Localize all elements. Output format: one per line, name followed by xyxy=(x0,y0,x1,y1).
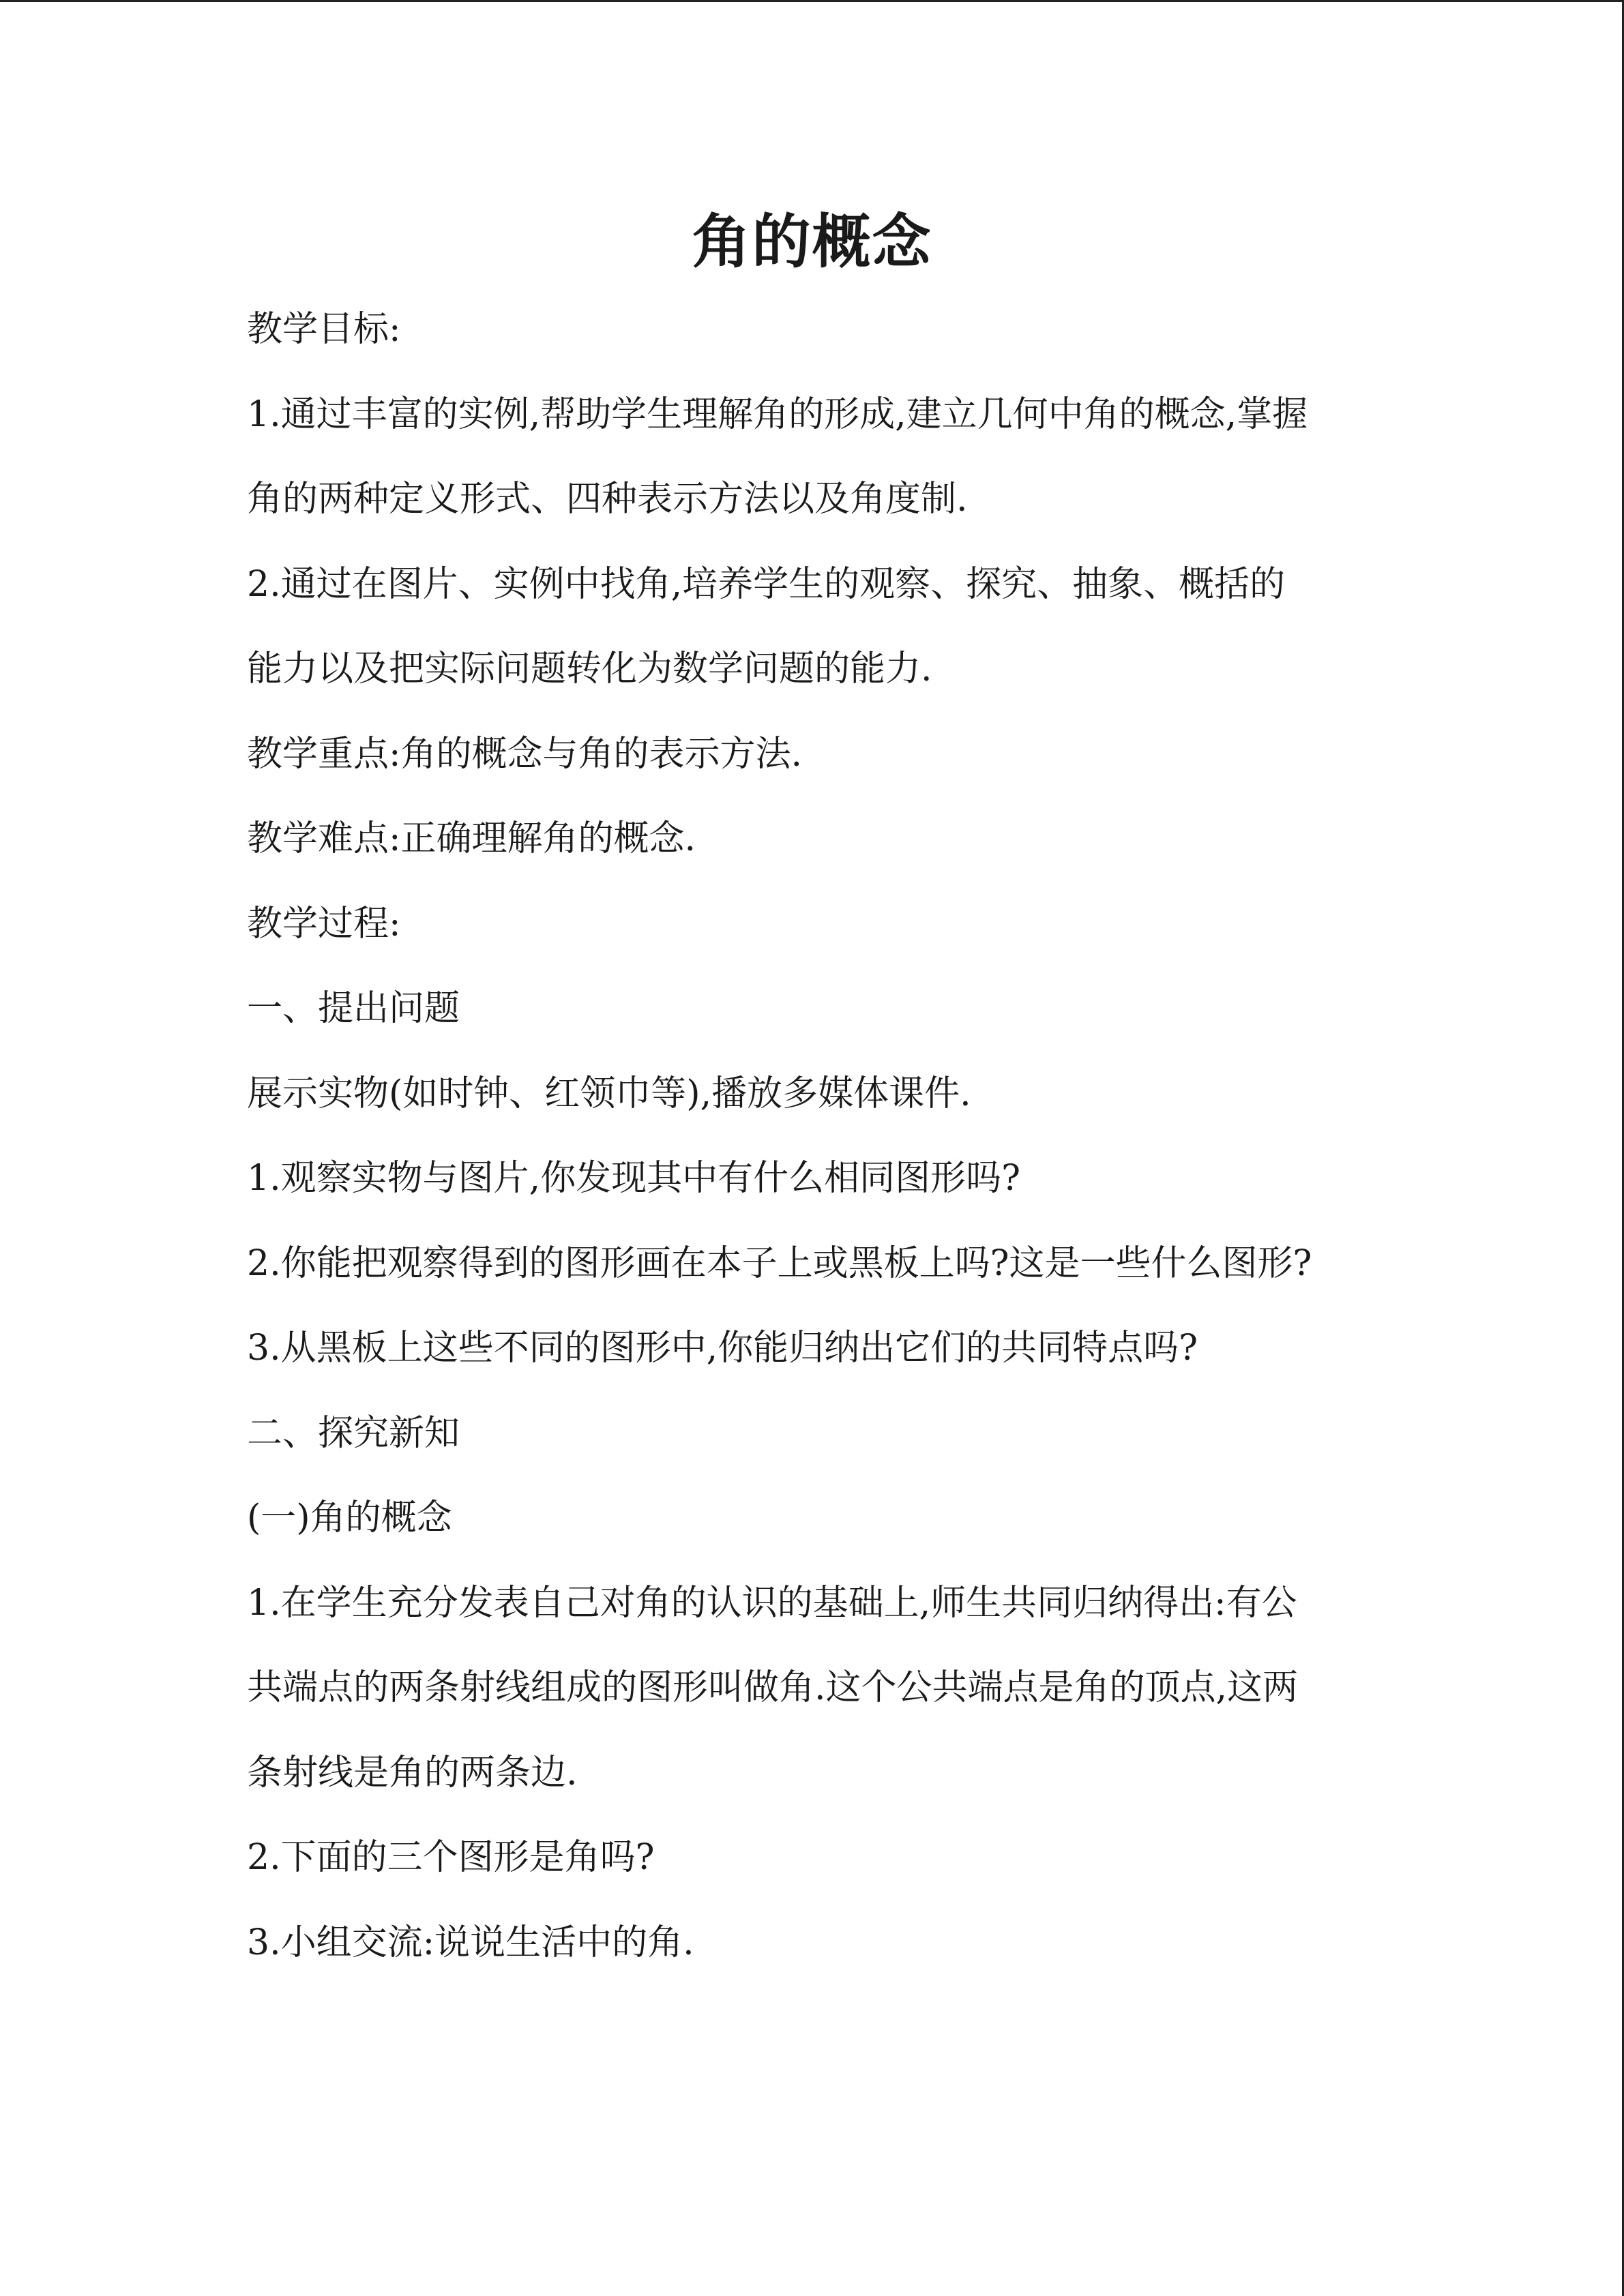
section-2-heading: 二、探究新知 xyxy=(247,1412,460,1454)
section-1-heading: 一、提出问题 xyxy=(247,988,460,1029)
difficult-points: 教学难点:正确理解角的概念. xyxy=(247,818,696,859)
subsection-1-heading: (一)角的概念 xyxy=(247,1497,452,1538)
process-heading: 教学过程: xyxy=(247,903,401,944)
objective-1-line-1: 1.通过丰富的实例,帮助学生理解角的形成,建立几何中角的概念,掌握 xyxy=(247,393,1308,435)
key-points: 教学重点:角的概念与角的表示方法. xyxy=(247,733,803,775)
question-3: 3.从黑板上这些不同的图形中,你能归纳出它们的共同特点吗? xyxy=(247,1328,1198,1369)
definition-line-3: 条射线是角的两条边. xyxy=(247,1752,578,1793)
objectives-heading: 教学目标: xyxy=(247,309,401,350)
objective-1-line-2: 角的两种定义形式、四种表示方法以及角度制. xyxy=(247,479,968,520)
document-body xyxy=(247,287,1393,1985)
objective-2-line-1: 2.通过在图片、实例中找角,培养学生的观察、探究、抽象、概括的 xyxy=(247,563,1286,605)
objective-2-line-2: 能力以及把实际问题转化为数学问题的能力. xyxy=(247,648,932,689)
item-3: 3.小组交流:说说生活中的角. xyxy=(247,1922,694,1963)
question-2: 2.你能把观察得到的图形画在本子上或黑板上吗?这是一些什么图形? xyxy=(247,1242,1312,1284)
section-1-intro: 展示实物(如时钟、红领巾等),播放多媒体课件. xyxy=(247,1073,971,1114)
item-2: 2.下面的三个图形是角吗? xyxy=(247,1837,655,1878)
question-1: 1.观察实物与图片,你发现其中有什么相同图形吗? xyxy=(247,1158,1021,1199)
definition-line-2: 共端点的两条射线组成的图形叫做角.这个公共端点是角的顶点,这两 xyxy=(247,1667,1299,1708)
document-title: 角的概念 xyxy=(692,207,932,276)
definition-line-1: 1.在学生充分发表自己对角的认识的基础上,师生共同归纳得出:有公 xyxy=(247,1582,1297,1624)
